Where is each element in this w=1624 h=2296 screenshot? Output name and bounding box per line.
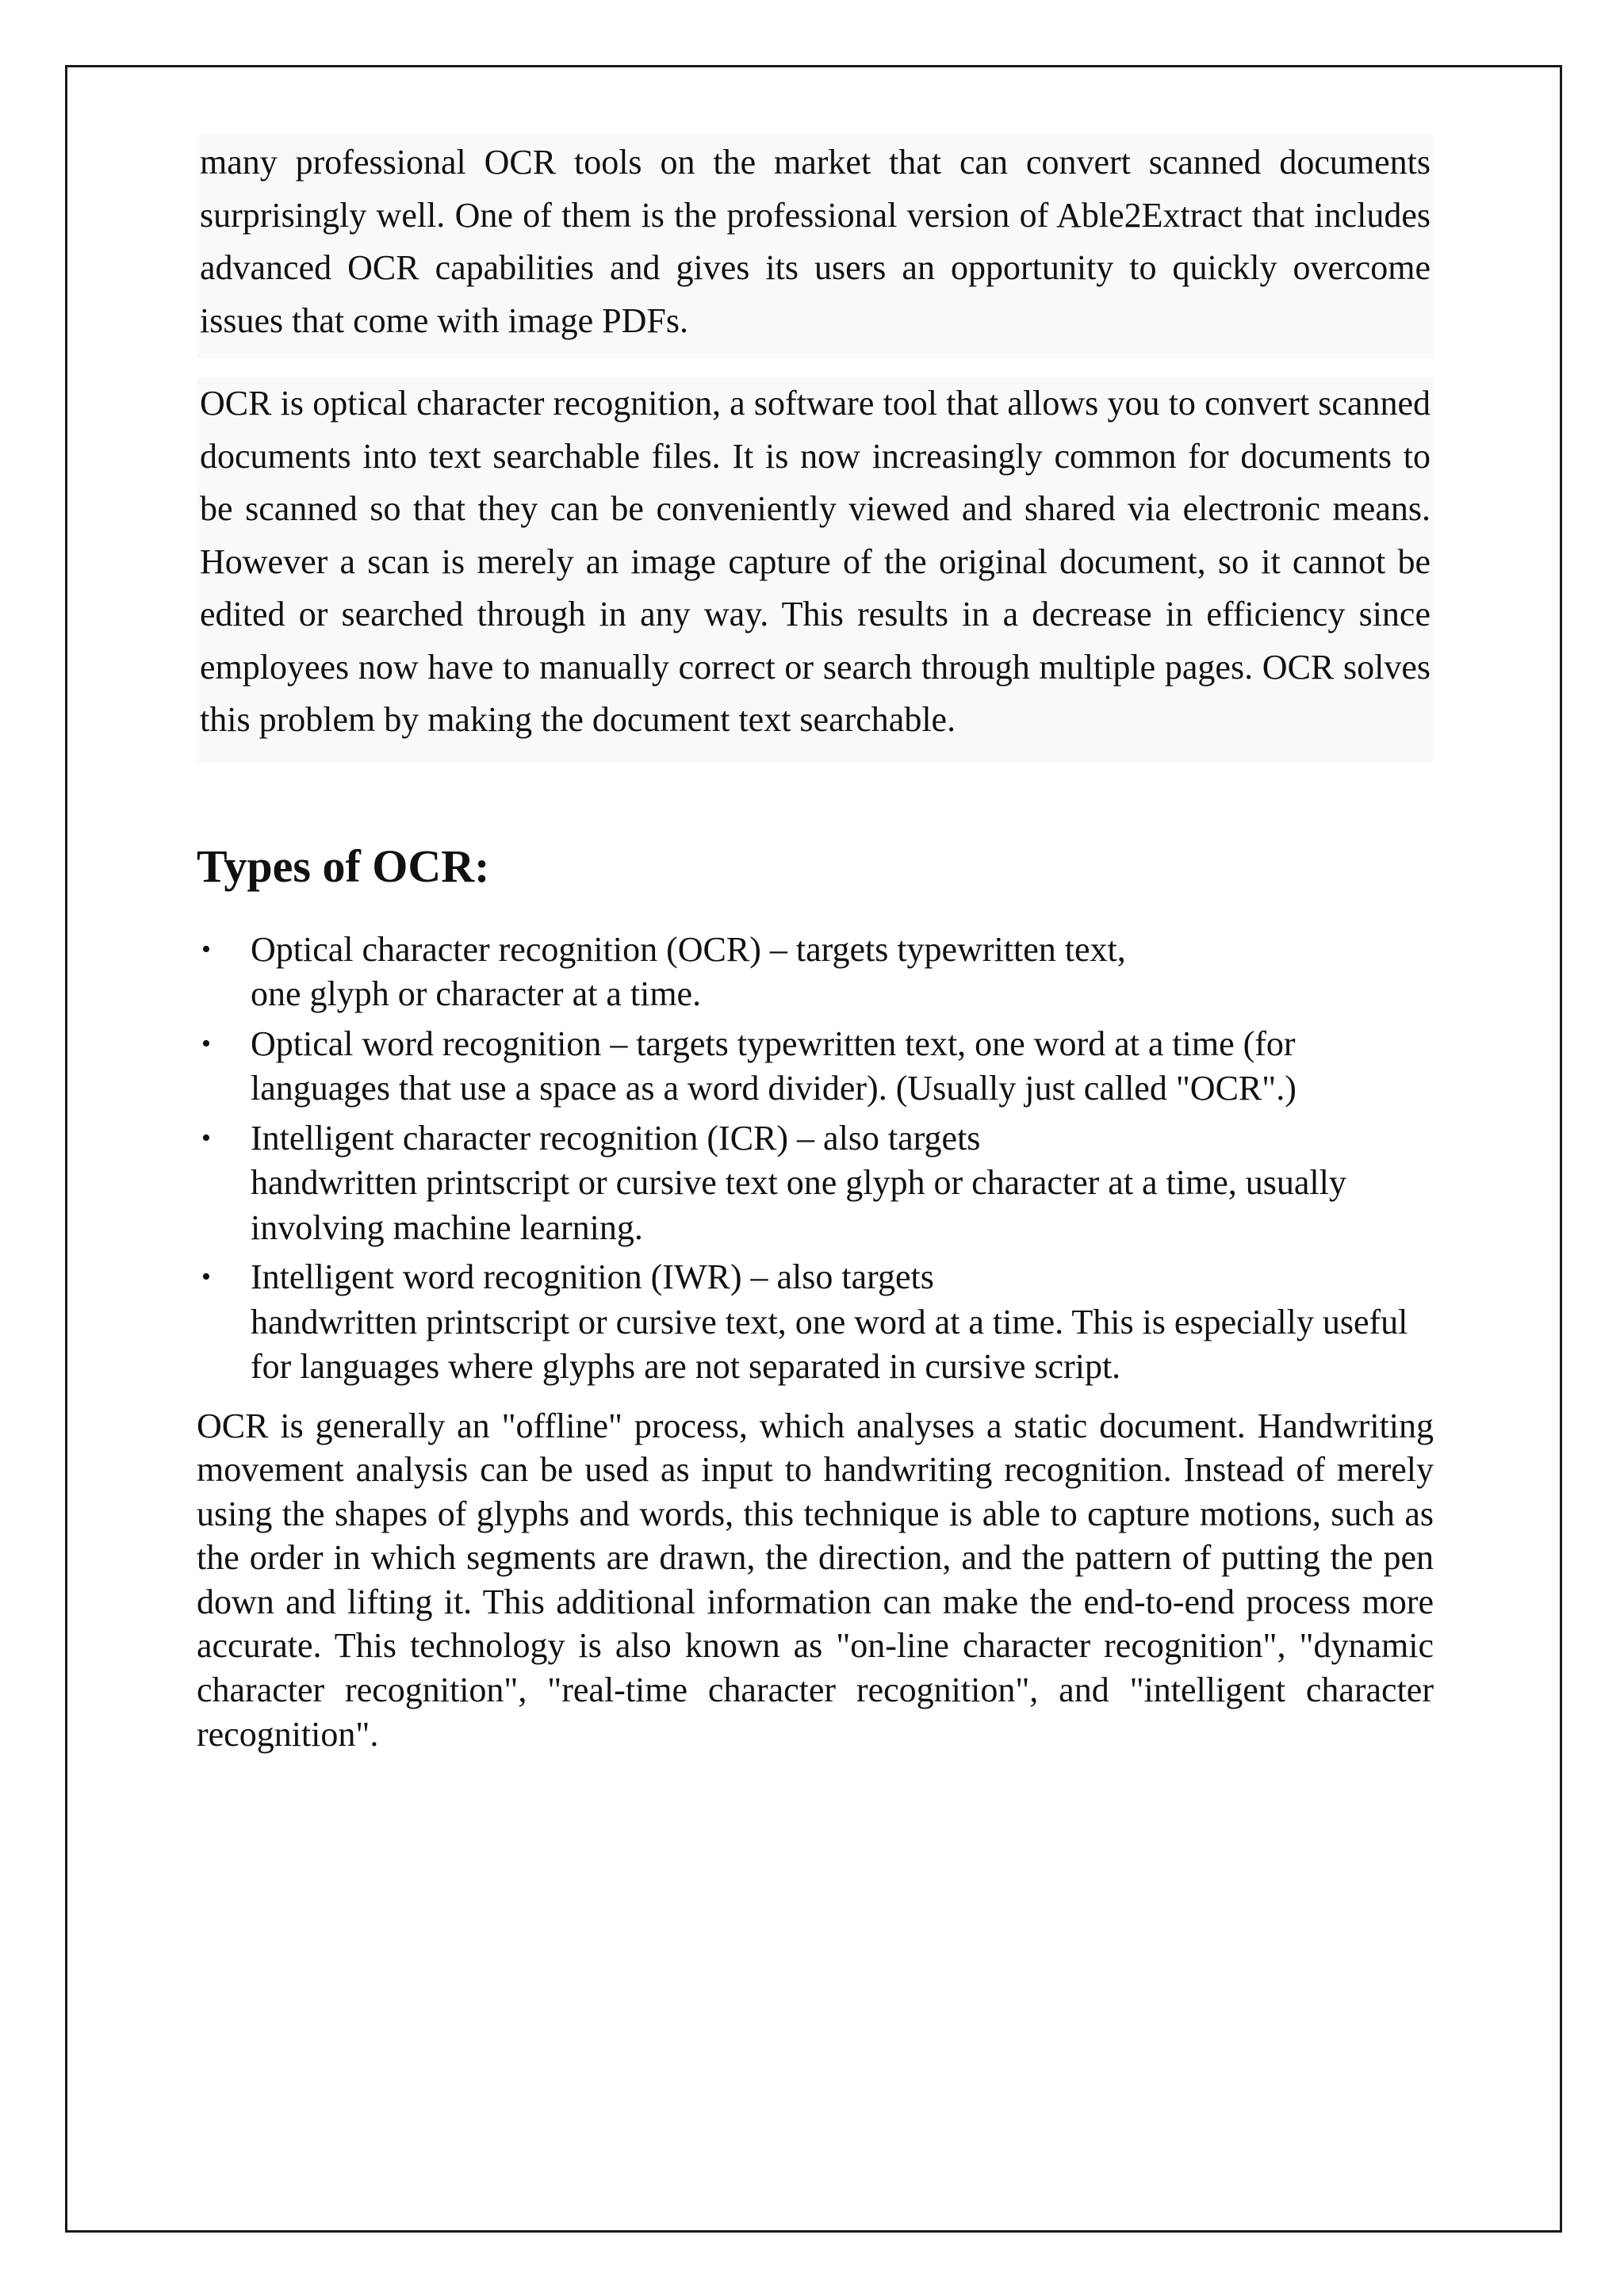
list-item-continuation: handwritten printscript or cursive text, one word at a time. This is especially useful for languages where glyphs are not separated in cursive script. bbox=[251, 1302, 1408, 1386]
section-heading: Types of OCR: bbox=[197, 840, 490, 892]
list-item-first-line: Optical word recognition – targets typewritten text, one word at a time (for bbox=[251, 1024, 1296, 1063]
list-item-continuation: handwritten printscript or cursive text one glyph or character at a time, usually involving machine learning. bbox=[251, 1163, 1346, 1247]
closing-paragraph: OCR is generally an "offline" process, which analyses a static document. Handwriting movement analysis can be used as input to handwriting recognition. Instead of merely using the shapes of glyphs and words, this technique is able to capture motions, such as the order in which segments are drawn, the direction, and the pattern of putting the pen down and lifting it. This additional information can make the end-to-end process more accurate. This technology is also known as "on-line character recognition", "dynamic character recognition", "real-time character recognition", and "intelligent character recognition". bbox=[197, 1406, 1434, 1754]
ocr-definition-paragraph: OCR is optical character recognition, a software tool that allows you to convert scanned documents into text searchable files. It is now increasingly common for documents to be scanned so that they can be conveniently viewed and shared via electronic means. However a scan is merely an image capture of the original document, so it cannot be edited or searched through in any way. This results in a decrease in efficiency since employees now have to manually correct or search through multiple pages. OCR solves this problem by making the document text searchable. bbox=[197, 377, 1434, 763]
ocr-types-list bbox=[197, 928, 1434, 1390]
list-item-continuation: languages that use a space as a word divider). (Usually just called "OCR".) bbox=[251, 1069, 1297, 1108]
list-item-continuation: one glyph or character at a time. bbox=[251, 974, 702, 1013]
list-item bbox=[197, 928, 1434, 1017]
bullet-icon: • bbox=[201, 1123, 211, 1153]
bullet-icon: • bbox=[201, 934, 211, 964]
intro-paragraph: many professional OCR tools on the market that can convert scanned documents surprisingly well. One of them is the professional version of Able2Extract that includes advanced OCR capabilities and gives its users an opportunity to quickly overcome issues that come with image PDFs. bbox=[197, 135, 1434, 358]
list-item-first-line: Intelligent character recognition (ICR) – also targets bbox=[251, 1118, 981, 1158]
list-item bbox=[197, 1116, 1434, 1251]
list-item-first-line: Intelligent word recognition (IWR) – also targets bbox=[251, 1257, 934, 1296]
page-content bbox=[197, 135, 1434, 1756]
list-item bbox=[197, 1255, 1434, 1390]
list-item bbox=[197, 1022, 1434, 1112]
bullet-icon: • bbox=[201, 1262, 211, 1292]
list-item-first-line: Optical character recognition (OCR) – targets typewritten text, bbox=[251, 929, 1126, 969]
bullet-icon: • bbox=[201, 1028, 211, 1058]
